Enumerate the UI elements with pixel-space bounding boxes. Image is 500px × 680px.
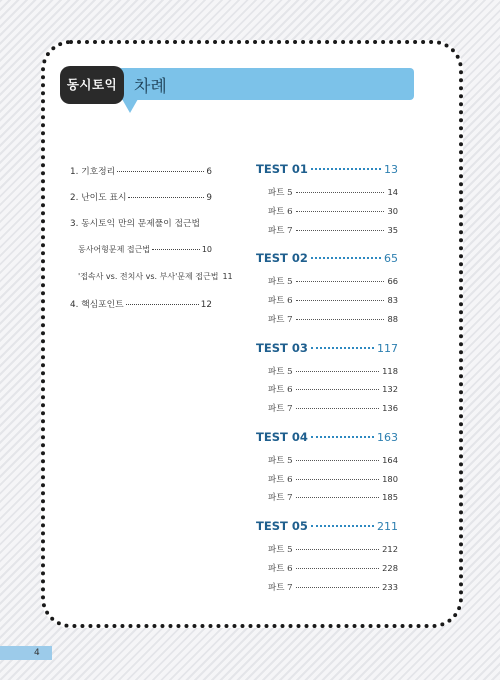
part-label: 파트 5 [268,456,293,466]
footer-page-tab [0,646,52,660]
part-page: 118 [382,366,398,376]
leader-dots [296,319,385,320]
toc-part[interactable] [268,186,398,198]
toc-part[interactable] [268,365,398,377]
toc-part[interactable] [268,562,398,574]
leader-dots [296,460,380,461]
toc-subitem-verb-form[interactable] [78,244,212,255]
part-label: 파트 5 [268,277,293,287]
leader-dots [311,168,381,170]
toc-test-02[interactable] [256,251,398,265]
part-label: 파트 7 [268,583,293,593]
header-bubble-tail [122,99,138,113]
toc-page: 12 [200,300,212,310]
leader-dots [296,497,380,498]
toc-part[interactable] [268,275,398,287]
leader-dots [311,525,374,527]
toc-item-keypoints[interactable] [70,297,212,310]
leader-dots [296,408,380,409]
test-page: 211 [377,520,398,533]
part-label: 파트 6 [268,475,293,485]
toc-page: 10 [201,245,212,254]
part-page: 132 [382,384,398,394]
part-label: 파트 7 [268,404,293,414]
part-page: 14 [387,187,398,197]
test-label: TEST 02 [256,251,308,265]
part-page: 180 [382,474,398,484]
toc-test-04[interactable] [256,430,398,444]
part-label: 파트 6 [268,296,293,306]
test-page: 65 [384,252,398,265]
page-number: 4 [34,648,40,658]
part-label: 파트 5 [268,545,293,555]
part-page: 164 [382,455,398,465]
test-label: TEST 05 [256,519,308,533]
toc-label: 3. 동시토익 만의 문제풀이 접근법 [70,219,201,229]
part-page: 212 [382,544,398,554]
leader-dots [126,304,199,305]
part-label: 파트 6 [268,564,293,574]
part-page: 228 [382,563,398,573]
toc-subitem-conjunction[interactable] [78,271,233,282]
leader-dots [296,281,385,282]
part-page: 185 [382,492,398,502]
part-label: 파트 5 [268,367,293,377]
test-label: TEST 03 [256,341,308,355]
toc-label: 4. 핵심포인트 [70,300,124,310]
toc-item-difficulty[interactable] [70,190,212,203]
toc-page: 6 [206,167,212,177]
toc-part[interactable] [268,543,398,555]
leader-dots [296,587,380,588]
leader-dots [296,211,385,212]
leader-dots [296,389,380,390]
part-page: 30 [387,206,398,216]
toc-page: 11 [222,272,233,281]
toc-part[interactable] [268,313,398,325]
leader-dots [296,192,385,193]
part-label: 파트 6 [268,207,293,217]
toc-item-approach[interactable] [70,216,212,229]
toc-part[interactable] [268,402,398,414]
toc-part[interactable] [268,454,398,466]
leader-dots [311,436,374,438]
leader-dots [296,549,380,550]
leader-dots [296,568,380,569]
part-label: 파트 5 [268,188,293,198]
leader-dots [296,479,380,480]
toc-test-03[interactable] [256,341,398,355]
page-title: 차례 [134,77,167,97]
leader-dots [311,257,381,259]
toc-part[interactable] [268,491,398,503]
test-page: 13 [384,163,398,176]
toc-page: 9 [206,193,212,203]
part-page: 35 [387,225,398,235]
leader-dots [296,230,385,231]
leader-dots [128,197,204,198]
part-page: 66 [387,276,398,286]
test-label: TEST 04 [256,430,308,444]
leader-dots [117,171,204,172]
toc-part[interactable] [268,294,398,306]
toc-label: 동사어형문제 접근법 [78,245,151,254]
part-page: 83 [387,295,398,305]
toc-part[interactable] [268,581,398,593]
page-card [41,40,463,628]
toc-test-05[interactable] [256,519,398,533]
brand-badge: 동시토익 [60,66,124,104]
toc-label: 1. 기호정리 [70,167,116,177]
leader-dots [296,300,385,301]
toc-label: 2. 난이도 표시 [70,193,127,203]
test-label: TEST 01 [256,162,308,176]
toc-part[interactable] [268,205,398,217]
part-label: 파트 7 [268,493,293,503]
toc-part[interactable] [268,224,398,236]
leader-dots [311,347,374,349]
part-label: 파트 7 [268,226,293,236]
part-page: 136 [382,403,398,413]
toc-test-01[interactable] [256,162,398,176]
test-page: 163 [377,431,398,444]
part-label: 파트 6 [268,385,293,395]
leader-dots [296,371,380,372]
toc-label: '접속사 vs. 전치사 vs. 부사'문제 접근법 [78,272,219,281]
test-page: 117 [377,342,398,355]
part-label: 파트 7 [268,315,293,325]
part-page: 88 [387,314,398,324]
leader-dots [152,249,200,250]
toc-item-symbols[interactable] [70,164,212,177]
toc-part[interactable] [268,473,398,485]
part-page: 233 [382,582,398,592]
toc-part[interactable] [268,383,398,395]
